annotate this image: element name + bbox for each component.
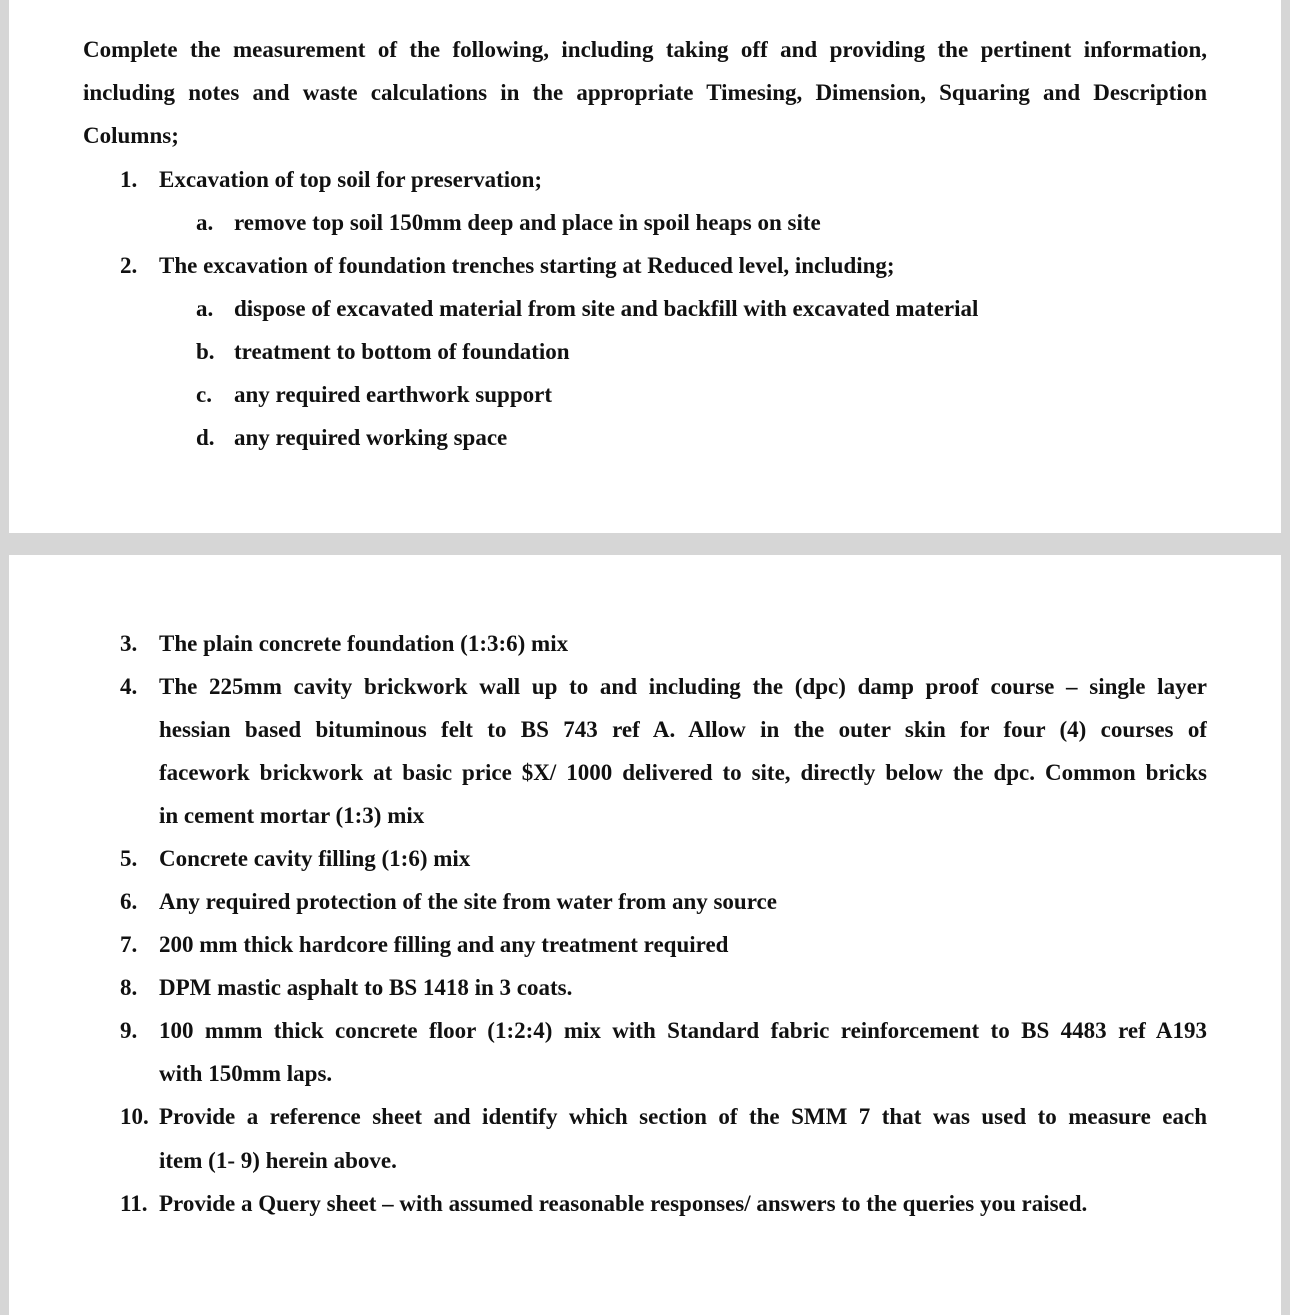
list-item-number: 3. [120, 631, 138, 656]
list-item-line: 100 mmm thick concrete floor (1:2:4) mix with Standard fabric reinforcement to BS 4483 ref A193 [159, 1018, 1207, 1043]
list-item-line: facework brickwork at basic price $X/ 1000 delivered to site, directly below the dpc. Common bricks [159, 760, 1207, 785]
document-page-2 [9, 555, 1281, 1315]
list-item: The plain concrete foundation (1:3:6) mix [159, 631, 569, 656]
list-item-number: 7. [120, 932, 138, 957]
list-item-line: in cement mortar (1:3) mix [159, 803, 425, 828]
list-item-line: with 150mm laps. [159, 1061, 333, 1086]
intro-line-2: including notes and waste calculations in the appropriate Timesing, Dimension, Squaring and Description [83, 80, 1207, 105]
sub-item: remove top soil 150mm deep and place in spoil heaps on site [234, 210, 821, 235]
list-item-number: 10. [120, 1104, 149, 1129]
list-item-line: hessian based bituminous felt to BS 743 ref A. Allow in the outer skin for four (4) courses of [159, 717, 1207, 742]
list-item: Excavation of top soil for preservation; [159, 167, 543, 192]
list-item: DPM mastic asphalt to BS 1418 in 3 coats. [159, 975, 573, 1000]
list-item-number: 5. [120, 846, 138, 871]
list-item-number: 2. [120, 253, 138, 278]
list-item: The excavation of foundation trenches starting at Reduced level, including; [159, 253, 895, 278]
intro-line-1: Complete the measurement of the following, including taking off and providing the pertinent information, [83, 37, 1207, 62]
list-item-number: 11. [120, 1191, 148, 1216]
list-item-number: 6. [120, 889, 138, 914]
sub-item-letter: d. [196, 425, 215, 450]
list-item: 200 mm thick hardcore filling and any treatment required [159, 932, 729, 957]
sub-item: any required working space [234, 425, 508, 450]
sub-item: any required earthwork support [234, 382, 552, 407]
document-page-1 [9, 0, 1281, 533]
sub-item: dispose of excavated material from site and backfill with excavated material [234, 296, 979, 321]
sub-item: treatment to bottom of foundation [234, 339, 570, 364]
list-item-line: Provide a reference sheet and identify which section of the SMM 7 that was used to measure each [159, 1104, 1207, 1129]
list-item-number: 8. [120, 975, 138, 1000]
list-item-line: item (1- 9) herein above. [159, 1148, 397, 1173]
sub-item-letter: c. [196, 382, 212, 407]
sub-item-letter: a. [196, 210, 214, 235]
intro-line-3: Columns; [83, 123, 179, 148]
list-item: Concrete cavity filling (1:6) mix [159, 846, 471, 871]
sub-item-letter: b. [196, 339, 215, 364]
sub-item-letter: a. [196, 296, 214, 321]
list-item-number: 1. [120, 167, 138, 192]
list-item: Any required protection of the site from water from any source [159, 889, 777, 914]
list-item-line: The 225mm cavity brickwork wall up to and including the (dpc) damp proof course – single layer [159, 674, 1207, 699]
list-item: Provide a Query sheet – with assumed reasonable responses/ answers to the queries you raised. [159, 1191, 1088, 1216]
list-item-number: 9. [120, 1018, 138, 1043]
list-item-number: 4. [120, 674, 138, 699]
